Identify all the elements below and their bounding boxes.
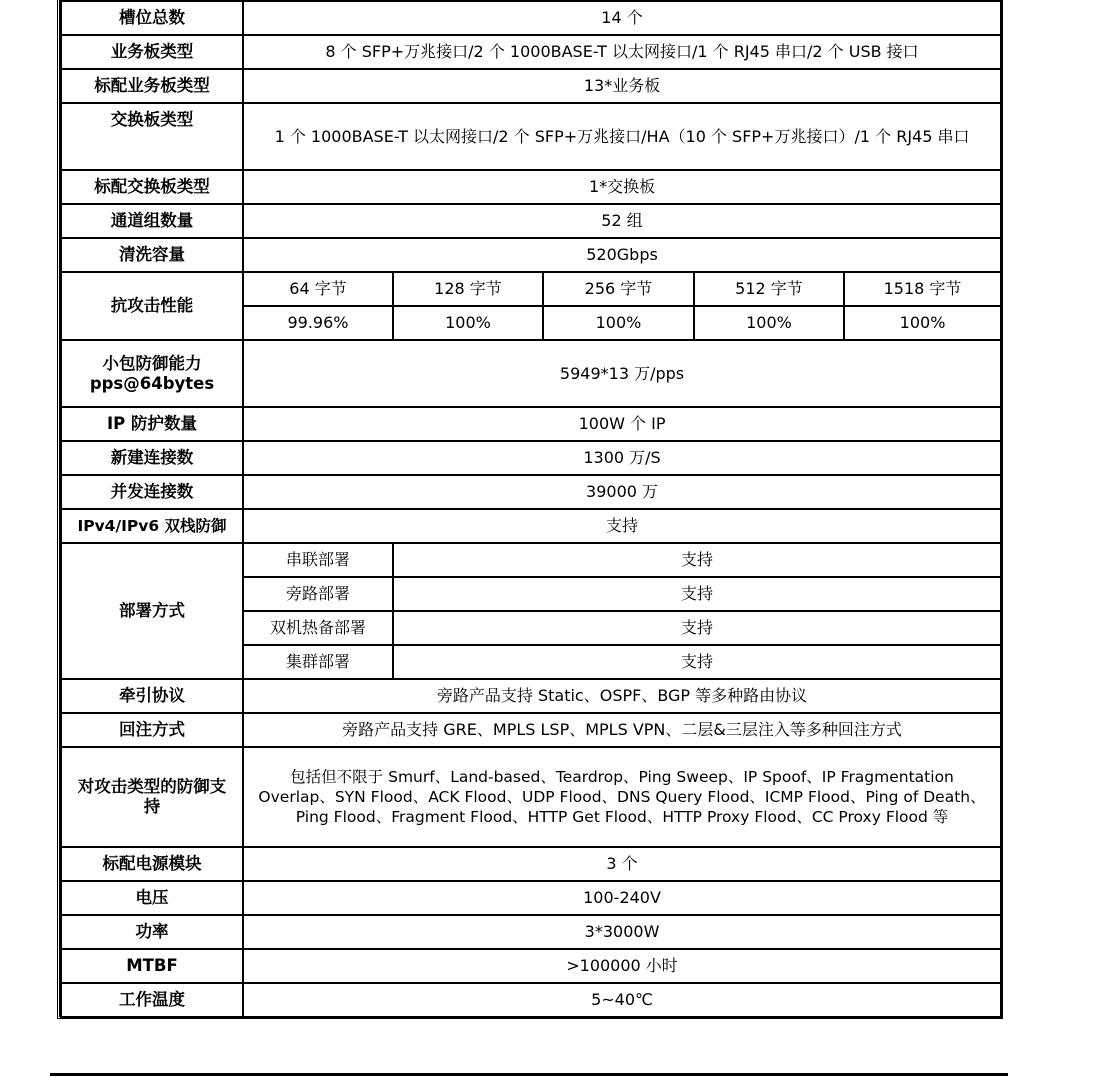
spec-table-frame bbox=[57, 0, 1003, 1019]
table-row bbox=[61, 543, 1001, 577]
table-row bbox=[61, 475, 1001, 509]
table-row bbox=[61, 170, 1001, 204]
deploy-value: 支持 bbox=[393, 577, 1001, 611]
deploy-mode: 串联部署 bbox=[243, 543, 393, 577]
deploy-mode: 旁路部署 bbox=[243, 577, 393, 611]
table-row bbox=[61, 915, 1001, 949]
table-row bbox=[61, 949, 1001, 983]
row-label-power-module: 标配电源模块 bbox=[61, 847, 243, 881]
row-label-mtbf: MTBF bbox=[61, 949, 243, 983]
table-row bbox=[61, 69, 1001, 103]
table-row bbox=[61, 103, 1001, 170]
row-label-switch-type: 交换板类型 bbox=[61, 103, 243, 170]
deploy-mode: 集群部署 bbox=[243, 645, 393, 679]
small-packet-label-line2: pps@64bytes bbox=[89, 373, 215, 393]
row-value-channels: 52 组 bbox=[243, 204, 1001, 238]
row-value-slots: 14 个 bbox=[243, 1, 1001, 35]
row-value-concurrent: 39000 万 bbox=[243, 475, 1001, 509]
row-label-capacity: 清洗容量 bbox=[61, 238, 243, 272]
table-row bbox=[61, 441, 1001, 475]
anti-attack-header: 1518 字节 bbox=[844, 272, 1001, 306]
row-label-deploy: 部署方式 bbox=[61, 543, 243, 679]
row-label-traction: 牵引协议 bbox=[61, 679, 243, 713]
row-label-reinject: 回注方式 bbox=[61, 713, 243, 747]
table-row bbox=[61, 407, 1001, 441]
anti-attack-value: 100% bbox=[543, 306, 694, 340]
anti-attack-value: 100% bbox=[393, 306, 543, 340]
row-value-new-conn: 1300 万/S bbox=[243, 441, 1001, 475]
anti-attack-header: 256 字节 bbox=[543, 272, 694, 306]
anti-attack-header: 512 字节 bbox=[694, 272, 844, 306]
deploy-value: 支持 bbox=[393, 543, 1001, 577]
row-value-traction: 旁路产品支持 Static、OSPF、BGP 等多种路由协议 bbox=[243, 679, 1001, 713]
row-value-switch-type: 1 个 1000BASE-T 以太网接口/2 个 SFP+万兆接口/HA（10 个 SFP+万兆接口）/1 个 RJ45 串口 bbox=[243, 103, 1001, 170]
table-row bbox=[61, 881, 1001, 915]
deploy-mode: 双机热备部署 bbox=[243, 611, 393, 645]
row-value-capacity: 520Gbps bbox=[243, 238, 1001, 272]
row-label-new-conn: 新建连接数 bbox=[61, 441, 243, 475]
row-label-ip-protect: IP 防护数量 bbox=[61, 407, 243, 441]
row-value-dual-stack: 支持 bbox=[243, 509, 1001, 543]
row-value-ip-protect: 100W 个 IP bbox=[243, 407, 1001, 441]
row-label-voltage: 电压 bbox=[61, 881, 243, 915]
row-value-std-board: 13*业务板 bbox=[243, 69, 1001, 103]
anti-attack-header: 128 字节 bbox=[393, 272, 543, 306]
row-label-board-type: 业务板类型 bbox=[61, 35, 243, 69]
row-label-dual-stack: IPv4/IPv6 双栈防御 bbox=[61, 509, 243, 543]
table-row bbox=[61, 272, 1001, 306]
row-value-power: 3*3000W bbox=[243, 915, 1001, 949]
row-label-std-switch: 标配交换板类型 bbox=[61, 170, 243, 204]
table-row bbox=[61, 35, 1001, 69]
table-row bbox=[61, 204, 1001, 238]
table-row bbox=[61, 340, 1001, 407]
row-value-std-switch: 1*交换板 bbox=[243, 170, 1001, 204]
row-value-small-packet: 5949*13 万/pps bbox=[243, 340, 1001, 407]
row-value-defense: 包括但不限于 Smurf、Land-based、Teardrop、Ping Sweep、IP Spoof、IP Fragmentation Overlap、SYN Flood、ACK Flood、UDP Flood、DNS Query Flood、ICMP Flood、Ping of Death、Ping Flood、Fragment Flood、HTTP Get Flood、HTTP Proxy Flood、CC Proxy Flood 等 bbox=[243, 747, 1001, 847]
row-value-reinject: 旁路产品支持 GRE、MPLS LSP、MPLS VPN、二层&三层注入等多种回注方式 bbox=[243, 713, 1001, 747]
row-label-small-packet bbox=[61, 340, 243, 407]
anti-attack-value: 100% bbox=[844, 306, 1001, 340]
spec-table bbox=[60, 0, 1002, 1018]
row-value-temp: 5~40℃ bbox=[243, 983, 1001, 1017]
table-row bbox=[61, 713, 1001, 747]
deploy-value: 支持 bbox=[393, 645, 1001, 679]
row-label-anti-attack: 抗攻击性能 bbox=[61, 272, 243, 340]
table-row bbox=[61, 238, 1001, 272]
table-row bbox=[61, 747, 1001, 847]
deploy-value: 支持 bbox=[393, 611, 1001, 645]
table-row bbox=[61, 679, 1001, 713]
row-label-defense: 对攻击类型的防御支持 bbox=[61, 747, 243, 847]
anti-attack-header: 64 字节 bbox=[243, 272, 393, 306]
row-value-mtbf: >100000 小时 bbox=[243, 949, 1001, 983]
table-row bbox=[61, 1, 1001, 35]
row-value-voltage: 100-240V bbox=[243, 881, 1001, 915]
anti-attack-value: 99.96% bbox=[243, 306, 393, 340]
row-label-temp: 工作温度 bbox=[61, 983, 243, 1017]
table-row bbox=[61, 847, 1001, 881]
small-packet-label-line1: 小包防御能力 bbox=[102, 353, 202, 373]
table-row bbox=[61, 509, 1001, 543]
footer-divider bbox=[50, 1073, 1008, 1076]
anti-attack-value: 100% bbox=[694, 306, 844, 340]
row-label-channels: 通道组数量 bbox=[61, 204, 243, 238]
row-label-std-board: 标配业务板类型 bbox=[61, 69, 243, 103]
row-label-slots: 槽位总数 bbox=[61, 1, 243, 35]
table-row bbox=[61, 983, 1001, 1017]
row-label-power: 功率 bbox=[61, 915, 243, 949]
row-value-power-module: 3 个 bbox=[243, 847, 1001, 881]
row-value-board-type: 8 个 SFP+万兆接口/2 个 1000BASE-T 以太网接口/1 个 RJ45 串口/2 个 USB 接口 bbox=[243, 35, 1001, 69]
row-label-concurrent: 并发连接数 bbox=[61, 475, 243, 509]
